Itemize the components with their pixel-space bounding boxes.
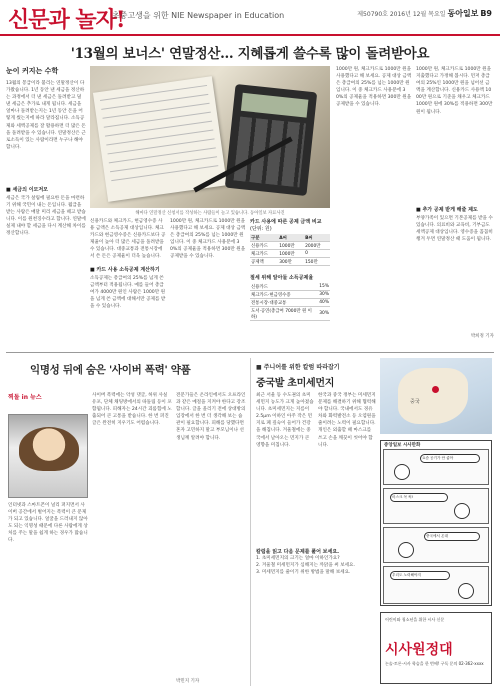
advertisement[interactable] (380, 612, 492, 684)
article1-col2 (90, 218, 166, 357)
question-1: 1. 초미세먼지의 크기는 얼마 이하인가요? (256, 556, 340, 561)
book-cover-image (8, 414, 88, 498)
article1-col1-text: 13월의 봉급이라 불리는 연말정산이 다가왔습니다. 1년 동안 낸 세금을 정산하는 과정에서 더 낸 세금은 돌려받고 덜 낸 세금은 추가로 내게 됩니다. 세금을 얼마나 돌려받는지는 1년 동안 돈을 어떻게 썼는지에 따라 달라집니다. 소득공제와 세액공제를 잘 활용하면 더 많은 돈을 돌려받을 수 있습니다. 연말정산은 근로소득이 있는 사람이라면 누구나 해야 합니다. (6, 81, 86, 150)
questions-title: 칼럼을 읽고 다음 문제를 풀어 보세요. (256, 549, 340, 555)
comic-strip (380, 440, 492, 606)
table1-title: 카드 사용에 따른 공제 금액 비교 (단위: 원) (250, 219, 322, 232)
article1-col1 (6, 66, 86, 355)
ad-logo: 시사원정대 (385, 642, 453, 658)
table2-title: 절세 위해 알아둘 소득공제율 (250, 275, 314, 281)
article1-col1-text-b: 세금은 국가 살림에 필요한 돈을 마련하기 위해 국민이 내는 돈입니다. 월급을 받는 사람은 매달 미리 세금을 떼고 받습니다. 이를 원천징수라고 합니다. 연말에 실제 내야 할 세금을 다시 계산해 차이를 정산합니다. (6, 196, 86, 237)
table-row: 전통시장·대중교통 40% (251, 300, 329, 306)
map-label: 중국 (410, 399, 420, 405)
tables-column (250, 218, 330, 321)
table-row: 공제액 300만 150만 (250, 258, 330, 266)
section-brand: 신문과 놀자! (8, 7, 125, 33)
speech-bubble: 중국에서 온대 (424, 532, 480, 541)
table-row: 구분 A씨 B씨 (250, 234, 330, 242)
ad-bottom-text: 논술·토론·시사 학습을 한 번에! 구독 문의 02-362-xxxx (385, 661, 484, 666)
article2-byline: 박민지 기자 (176, 679, 200, 684)
calculator-photo (90, 66, 330, 208)
masthead (0, 0, 500, 36)
ad-top-text: 어린이와 청소년을 위한 시사 신문 (385, 617, 445, 622)
comic-title: 중앙일보 시사만화 (384, 443, 421, 448)
article1-col5-subhead: ■ 추가 공제 받게 해줄 제도 (416, 207, 478, 213)
speech-bubble: 우리도 노력해야지 (390, 571, 450, 580)
china-map-image (380, 358, 492, 434)
article1-col2-text-b: 소득공제는 총급여의 25%를 넘게 쓴 금액부터 적용됩니다. 예를 들어 총급여가 4000만 원인 사람은 1000만 원을 넘게 쓴 금액에 대해서만 공제를 받을 수 있습니다. (90, 276, 166, 310)
comic-panel (383, 527, 489, 563)
article1-col4a (336, 66, 412, 346)
article1-col5-text-b: 부양가족이 있으면 기본공제를 받을 수 있습니다. 의료비와 교육비, 기부금도 세액공제 대상입니다. 영수증을 꼼꼼히 챙겨 두면 연말정산 때 도움이 됩니다. (416, 216, 493, 243)
table-row: 신용카드 1000만 2000만 (250, 242, 330, 250)
article1-col5-text: 1000만 원, 체크카드로 1000만 원을 지출했다고 가정해 봅시다. 먼저 총급여의 25%인 1000만 원을 넘어선 금액을 계산합니다. 신용카드 사용액 1000만 원으로 기준을 채우고 체크카드 1000만 원에 30%를 적용하면 300만 원이 됩니다. (416, 67, 493, 115)
paper-name: 동아일보 (447, 9, 479, 18)
character-icon (454, 503, 470, 519)
speech-bubble: 마스크 꼭 써! (390, 493, 448, 502)
article1-subhead: ■ 세금의 이모저모 (6, 187, 49, 193)
table-row: 체크카드·현금영수증 30% (251, 292, 329, 298)
main-headline: '13월의 보너스' 연말정산… 지혜롭게 쓸수록 많이 돌려받아요 (70, 46, 430, 62)
divider (250, 358, 251, 686)
cyber-violence-headline: 익명성 뒤에 숨은 '사이버 폭력' 약품 (30, 364, 191, 376)
article1-col3 (170, 218, 246, 350)
character-icon (394, 464, 410, 480)
character-icon (398, 542, 414, 558)
article1-col4-text: 1000만 원, 체크카드로 1000만 원을 사용했다고 해 보세요. 공제 대상 금액은 총급여의 25%를 넘는 1000만 원입니다. 이 중 체크카드 사용분에 30%의 공제율을 적용하면 300만 원을 공제받을 수 있습니다. (336, 67, 412, 108)
comic-panel (383, 566, 489, 604)
issue-info (357, 8, 492, 19)
section-subtitle: 초중고생을 위한 NIE Newspaper in Education (112, 11, 285, 20)
article2-kicker: 찍돌 in 뉴스 (8, 394, 42, 401)
questions-box (256, 548, 376, 576)
article2-col2-text: 사이버 폭력에는 악성 댓글, 허위 사실 유포, 단체 채팅방에서의 따돌림 등이 포함됩니다. 피해자는 24시간 괴롭힘에 노출되어 큰 고통을 받습니다. 한 번 퍼진 글은 완전히 지우기도 어렵습니다. (92, 393, 172, 427)
article1-col2-text: 신용카드와 체크카드, 현금영수증 사용 금액은 소득공제 대상입니다. 체크카드와 현금영수증은 신용카드보다 공제율이 높아 더 많은 세금을 돌려받을 수 있습니다. 대중교통과 전통시장에서 쓴 돈은 공제율이 더욱 높습니다. (90, 219, 166, 260)
table1 (250, 234, 330, 266)
table-row: 도서·공연(총급여 7000만 원 이하) 30% (251, 308, 329, 320)
comic-panel (383, 488, 489, 524)
article3-col2-text: 한국과 중국 정부는 미세먼지 문제를 해결하기 위해 협력해야 합니다. 국내에서도 경유차와 화력발전소 등 오염원을 줄이려는 노력이 필요합니다. 개인은 외출할 때 마스크를 쓰고 손을 깨끗이 씻어야 합니다. (318, 393, 376, 448)
comic-panel (383, 449, 489, 485)
article1-col4b (416, 66, 494, 339)
fine-dust-headline: 중국발 초미세먼지 (256, 378, 335, 389)
article3-col1-text: 최근 서울 등 수도권의 초미세먼지 농도가 크게 높아졌습니다. 초미세먼지는 지름이 2.5μm 이하인 아주 작은 먼지로 폐 깊숙이 들어가 건강을 해칩니다. 겨울철에는 중국에서 날아오는 먼지가 큰 영향을 미칩니다. (256, 393, 314, 448)
section-title-math: 눈이 커지는 수학 (6, 67, 59, 75)
location-pin-icon (432, 386, 439, 393)
calculator-icon (225, 84, 317, 196)
article1-byline: 박희정 기자 (470, 334, 494, 339)
issue-date: 제50790호 2016년 12월 목요일 (357, 11, 446, 18)
speech-bubble: 요즘 공기가 안 좋아 (420, 454, 480, 463)
page-number: B9 (480, 9, 492, 18)
question-2: 2. 겨울철 미세먼지가 심해지는 까닭을 써 보세요. (256, 563, 355, 569)
article2-col3-text: 전문가들은 온라인에서도 오프라인과 같은 예절을 지켜야 한다고 강조합니다. 글을 올리기 전에 상대방의 입장에서 한 번 더 생각해 보는 습관이 필요합니다. 피해를 당했다면 혼자 고민하지 말고 부모님이나 선생님께 알려야 합니다. (176, 393, 246, 441)
article1-col3-text: 1000만 원, 체크카드로 1000만 원을 사용했다고 해 보세요. 공제 대상 금액은 총급여의 25%를 넘는 1000만 원입니다. 이 중 체크카드 사용분에 30%의 공제율을 적용하면 300만 원을 공제받을 수 있습니다. (170, 219, 246, 260)
article2-col1-text: 인터넷과 스마트폰이 널리 퍼지면서 사이버 공간에서 벌어지는 폭력이 큰 문제가 되고 있습니다. 얼굴을 드러내지 않아도 되는 익명성 때문에 다른 사람에게 상처를 주는 말을 쉽게 하는 경우가 많습니다. (8, 503, 88, 544)
question-3: 3. 미세먼지를 줄이기 위한 방법을 말해 보세요. (256, 570, 351, 576)
character-icon (458, 583, 474, 599)
table-row: 체크카드 1000만 0 (250, 250, 330, 258)
table2 (250, 283, 330, 321)
photo-caption: 해마다 연말정산 신청서를 작성하는 사람들이 늘고 있습니다. 동아일보 자료사진 (135, 211, 285, 216)
divider (6, 352, 494, 353)
table-row: 신용카드 15% (251, 284, 329, 290)
article3-kicker: ■ 주니어를 위한 칼럼 따라잡기 (256, 364, 340, 371)
article1-col2-subhead: ■ 카드 사용 소득공제 계산하기 (90, 267, 160, 273)
